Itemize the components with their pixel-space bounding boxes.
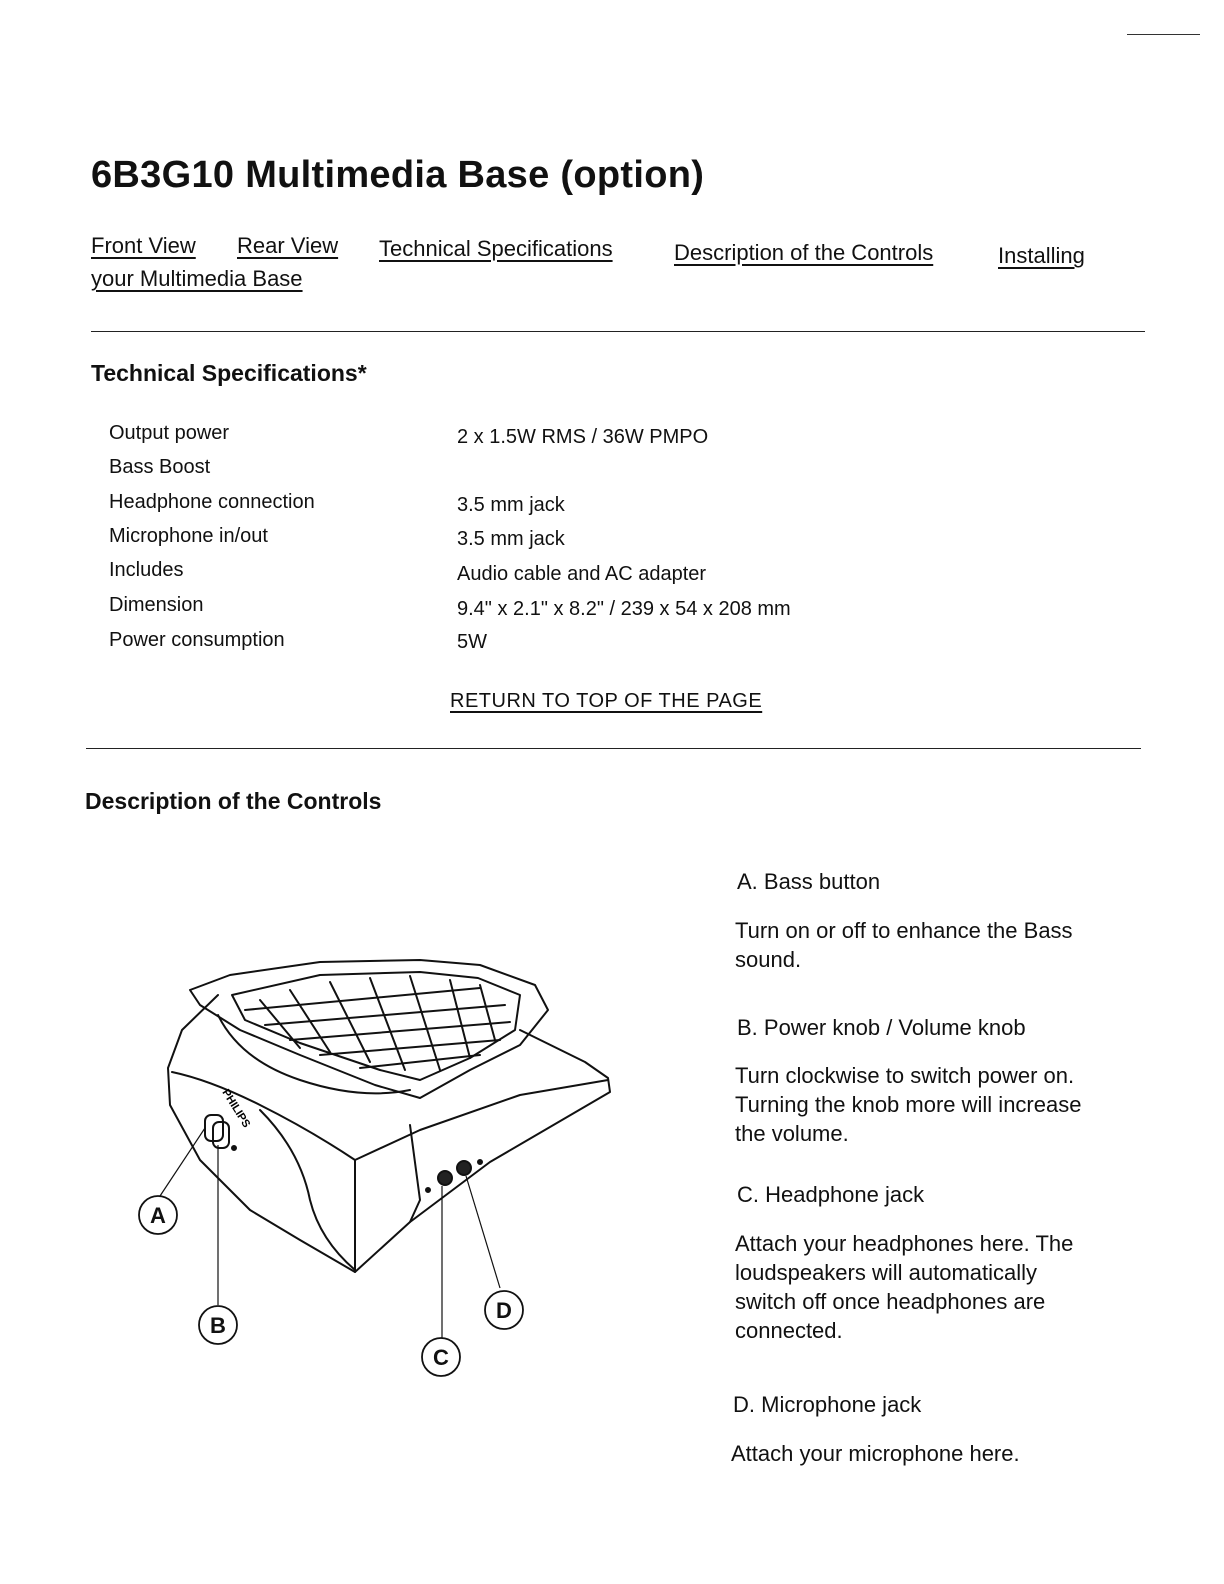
spec-label: Includes bbox=[109, 559, 184, 581]
control-title-headphone-jack: C. Headphone jack bbox=[737, 1182, 925, 1207]
spec-value: 3.5 mm jack bbox=[457, 494, 565, 516]
spec-value: 2 x 1.5W RMS / 36W PMPO bbox=[457, 426, 709, 448]
corner-rule bbox=[1127, 34, 1200, 35]
nav-link-installing[interactable]: Installing bbox=[998, 243, 1085, 268]
callout-b: B bbox=[210, 1313, 226, 1338]
spec-label: Dimension bbox=[109, 594, 204, 616]
tech-specs-heading: Technical Specifications* bbox=[91, 360, 367, 386]
page-title: 6B3G10 Multimedia Base (option) bbox=[91, 154, 705, 196]
control-desc-microphone-jack: Attach your microphone here. bbox=[731, 1441, 1020, 1466]
nav-link-technical-specifications[interactable]: Technical Specifications bbox=[379, 236, 613, 261]
brand-logo-text: PHILIPS bbox=[219, 1087, 253, 1130]
divider-top bbox=[91, 331, 1145, 332]
callout-d: D bbox=[496, 1298, 512, 1323]
control-desc-power-knob: Turn clockwise to switch power on. Turning the knob more will increase the volume. bbox=[735, 1063, 1082, 1146]
multimedia-base-diagram bbox=[120, 950, 630, 1390]
return-to-top-link[interactable]: RETURN TO TOP OF THE PAGE bbox=[450, 690, 763, 712]
nav-link-installing-cont[interactable]: your Multimedia Base bbox=[91, 266, 303, 291]
controls-heading: Description of the Controls bbox=[85, 788, 382, 814]
control-desc-bass-button: Turn on or off to enhance the Bass sound. bbox=[735, 918, 1073, 972]
nav-link-front-view[interactable]: Front View bbox=[91, 233, 196, 258]
spec-label: Power consumption bbox=[109, 629, 285, 651]
nav-link-description-of-controls[interactable]: Description of the Controls bbox=[674, 240, 934, 265]
divider-middle bbox=[86, 748, 1141, 749]
spec-label: Bass Boost bbox=[109, 456, 211, 478]
spec-value: 3.5 mm jack bbox=[457, 528, 565, 550]
spec-value: 5W bbox=[457, 631, 487, 653]
spec-value: Audio cable and AC adapter bbox=[457, 563, 707, 585]
spec-label: Output power bbox=[109, 422, 230, 444]
control-desc-headphone-jack: Attach your headphones here. The loudspeakers will automatically switch off once headphones are connected. bbox=[735, 1231, 1074, 1343]
spec-label: Microphone in/out bbox=[109, 525, 268, 547]
callout-a: A bbox=[150, 1203, 166, 1228]
spec-value: 9.4" x 2.1" x 8.2" / 239 x 54 x 208 mm bbox=[457, 598, 791, 620]
nav-link-rear-view[interactable]: Rear View bbox=[237, 233, 339, 258]
control-title-microphone-jack: D. Microphone jack bbox=[733, 1392, 922, 1417]
control-title-bass-button: A. Bass button bbox=[737, 869, 881, 894]
spec-label: Headphone connection bbox=[109, 491, 315, 513]
callout-c: C bbox=[433, 1345, 449, 1370]
control-title-power-knob: B. Power knob / Volume knob bbox=[737, 1015, 1026, 1040]
